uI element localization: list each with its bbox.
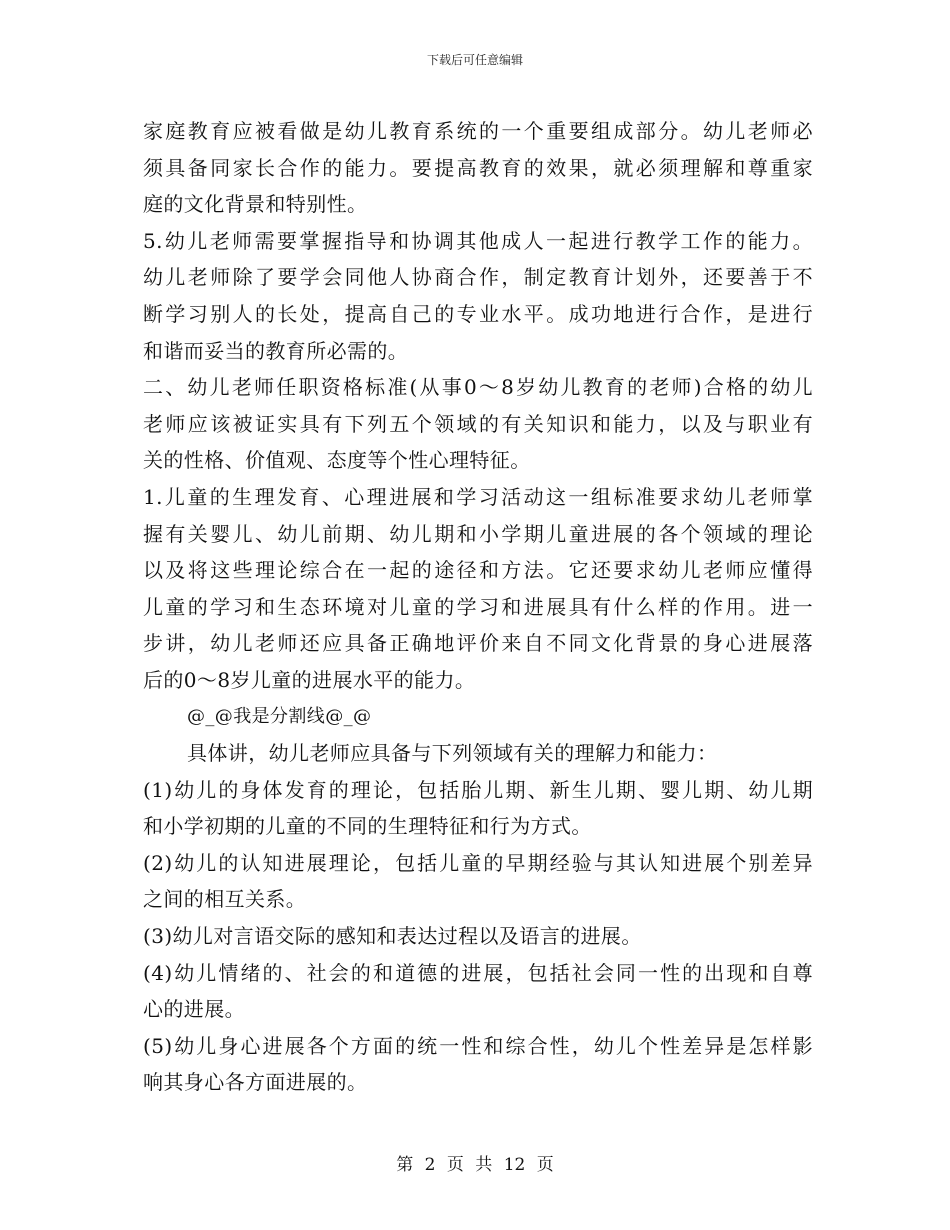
text-line: 庭的文化背景和特别性。 xyxy=(143,192,368,217)
text-line: (4)幼儿情绪的、社会的和道德的进展，包括社会同一性的出现和自尊 xyxy=(143,960,813,985)
text-line: (5)幼儿身心进展各个方面的统一性和综合性，幼儿个性差异是怎样影 xyxy=(143,1033,813,1058)
text-line: 响其身心各方面进展的。 xyxy=(143,1070,368,1095)
text-line: 心的进展。 xyxy=(143,997,245,1022)
text-line: 后的0～8岁儿童的进展水平的能力。 xyxy=(143,667,476,692)
text-line: 以及将这些理论综合在一起的途径和方法。它还要求幼儿老师应懂得 xyxy=(143,558,813,583)
text-line: 和谐而妥当的教育所必需的。 xyxy=(143,338,409,363)
document-body xyxy=(143,113,813,1101)
text-line: 握有关婴儿、幼儿前期、幼儿期和小学期儿童进展的各个领域的理论 xyxy=(143,521,813,546)
page-footer: 第 2 页 共 12 页 xyxy=(396,1155,554,1175)
text-line: 老师应该被证实具有下列五个领域的有关知识和能力，以及与职业有 xyxy=(143,411,813,436)
text-line: (1)幼儿的身体发育的理论，包括胎儿期、新生儿期、婴儿期、幼儿期 xyxy=(143,777,813,802)
text-line: (3)幼儿对言语交际的感知和表达过程以及语言的进展。 xyxy=(143,924,642,949)
text-line: 二、幼儿老师任职资格标准(从事0～8岁幼儿教育的老师)合格的幼儿 xyxy=(143,375,813,400)
text-line: 关的性格、价值观、态度等个性心理特征。 xyxy=(143,448,531,473)
text-line: 之间的相互关系。 xyxy=(143,887,307,912)
text-line: 和小学初期的儿童的不同的生理特征和行为方式。 xyxy=(143,814,592,839)
text-line: 幼儿老师除了要学会同他人协商合作，制定教育计划外，还要善于不 xyxy=(143,265,813,290)
text-line: (2)幼儿的认知进展理论，包括儿童的早期经验与其认知进展个别差异 xyxy=(143,850,813,875)
text-line: 步讲，幼儿老师还应具备正确地评价来自不同文化背景的身心进展落 xyxy=(143,631,813,656)
text-line: 5.幼儿老师需要掌握指导和协调其他成人一起进行教学工作的能力。 xyxy=(143,228,813,253)
text-line: 须具备同家长合作的能力。要提高教育的效果，就必须理解和尊重家 xyxy=(143,155,813,180)
text-line: 具体讲，幼儿老师应具备与下列领域有关的理解力和能力： xyxy=(187,741,718,766)
text-line: 儿童的学习和生态环境对儿童的学习和进展具有什么样的作用。进一 xyxy=(143,594,813,619)
page-header: 下载后可任意编辑 xyxy=(426,53,523,67)
text-line: 家庭教育应被看做是幼儿教育系统的一个重要组成部分。幼儿老师必 xyxy=(143,119,813,143)
text-line: 断学习别人的长处，提高自己的专业水平。成功地进行合作，是进行 xyxy=(143,301,813,326)
text-line: 1.儿童的生理发育、心理进展和学习活动这一组标准要求幼儿老师掌 xyxy=(143,484,813,509)
divider-text: @_@我是分割线@_@ xyxy=(187,705,372,727)
